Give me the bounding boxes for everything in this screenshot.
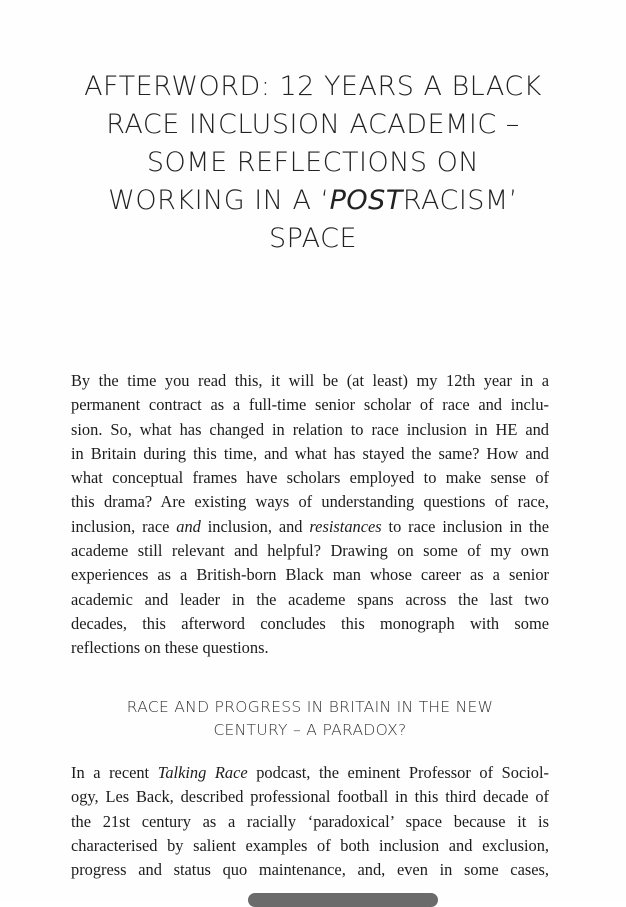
emphasis-and: and [176, 516, 201, 536]
chapter-title [40, 68, 586, 258]
text-line: progress and status quo maintenance, and, even in some cases, [71, 860, 549, 880]
text-line: academic and leader in the academe spans across the last two [71, 589, 549, 609]
text-line [71, 761, 549, 785]
text-line: reflections on these questions. [71, 638, 269, 658]
text-line: ogy, Les Back, described professional football in this third decade of [71, 787, 549, 807]
text-line: in Britain during this time, and what has stayed the same? How and [71, 443, 549, 463]
chapter-title-line: SPACE [268, 223, 358, 254]
text-line: the 21st century as a racially ‘paradoxical’ space because it is [71, 811, 549, 831]
text-line: academe still relevant and helpful? Drawing on some of my own [71, 541, 549, 561]
scroll-handle[interactable] [248, 893, 438, 907]
title-text: RACISM’ [402, 185, 518, 216]
section-heading [60, 696, 560, 742]
chapter-title-line: RACE INCLUSION ACADEMIC – [106, 109, 520, 140]
text-run: to race inclusion in the [381, 516, 549, 536]
text-line: decades, this afterword concludes this monograph with some [71, 613, 549, 633]
text-run: podcast, the eminent Professor of Sociol- [247, 763, 549, 782]
section-paragraph [71, 761, 549, 882]
text-line: this drama? Are existing ways of understanding questions of race, [71, 492, 549, 512]
text-line: characterised by salient examples of both inclusion and exclusion, [71, 835, 549, 855]
intro-paragraph [71, 369, 549, 661]
text-line: sion. So, what has changed in relation to race inclusion in HE and [71, 419, 549, 439]
section-heading-line: RACE AND PROGRESS IN BRITAIN IN THE NEW [126, 698, 494, 716]
text-line [71, 515, 549, 539]
text-line: what conceptual frames have scholars employed to make sense of [71, 468, 549, 488]
text-run: In a recent [71, 763, 158, 782]
chapter-title-line [40, 182, 586, 220]
text-run: inclusion, and [200, 516, 310, 536]
text-run: inclusion, race [71, 516, 177, 536]
chapter-title-line: SOME REFLECTIONS ON [146, 147, 480, 178]
text-line: permanent contract as a full-time senior scholar of race and inclu- [71, 395, 549, 415]
section-heading-line: CENTURY – A PARADOX? [213, 721, 407, 739]
emphasis-resistances: resistances [309, 516, 382, 536]
text-line: experiences as a British-born Black man whose career as a senior [71, 565, 549, 585]
title-emphasis: POST [329, 185, 403, 216]
title-text: WORKING IN A ‘ [108, 185, 330, 216]
podcast-title: Talking Race [157, 763, 248, 782]
chapter-title-line: AFTERWORD: 12 YEARS A BLACK [84, 71, 542, 102]
text-line: By the time you read this, it will be (at least) my 12th year in a [71, 371, 549, 390]
